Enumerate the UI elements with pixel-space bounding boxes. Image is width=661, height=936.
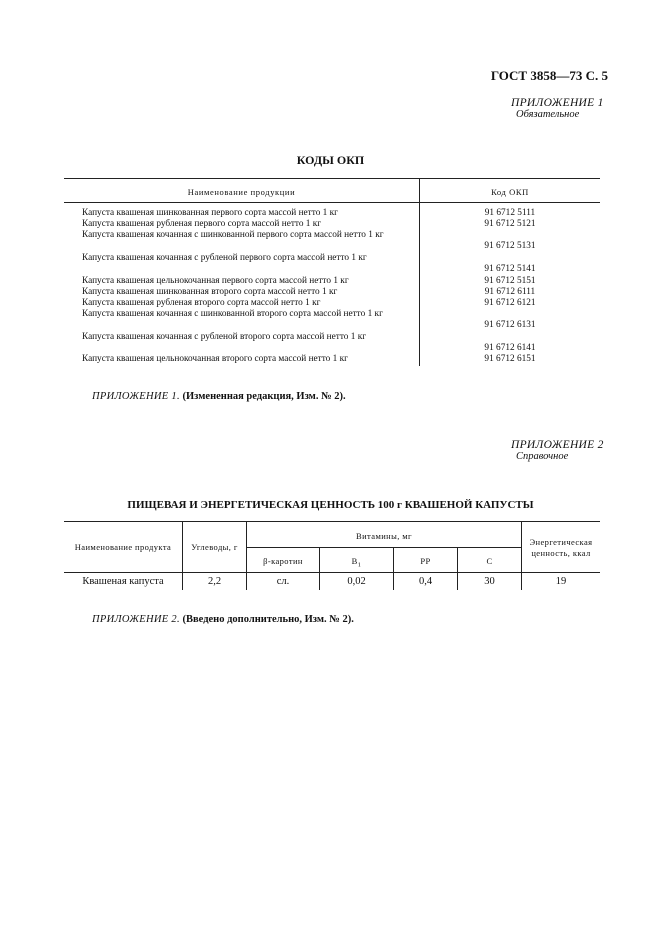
appendix-2-amendment-note <box>92 614 354 625</box>
column-header-carotene: β-каротин <box>263 556 303 566</box>
appendix-2-type: Справочное <box>516 451 569 462</box>
column-header-c: С <box>486 556 493 566</box>
product-name: Капуста квашеная кочанная с рубленой второго сорта массой нетто 1 кг <box>82 332 367 342</box>
okp-code: 91 6712 6111 <box>484 287 536 297</box>
table-header-rule <box>64 572 600 573</box>
note-text: (Измененная редакция, Изм. № 2). <box>182 391 346 402</box>
table-header-rule <box>64 202 600 203</box>
energy-header-line1: Энергетическая <box>529 537 593 547</box>
page-header: ГОСТ 3858—73 С. 5 <box>490 68 608 83</box>
product-name: Капуста квашеная шинкованная второго сорта массой нетто 1 кг <box>82 287 338 297</box>
column-header-vitamins: Витамины, мг <box>356 531 412 541</box>
product-name: Капуста квашеная кочанная с рубленой первого сорта массой нетто 1 кг <box>82 253 367 263</box>
vitamins-subheader-rule <box>246 547 521 548</box>
column-header-product-name: Наименование продукции <box>187 187 296 197</box>
column-header-carbs: Углеводы, г <box>191 542 238 552</box>
product-name: Капуста квашеная шинкованная первого сорта массой нетто 1 кг <box>82 208 338 218</box>
b1-subscript: 1 <box>357 561 362 569</box>
okp-code: 91 6712 5131 <box>484 241 536 251</box>
note-label: ПРИЛОЖЕНИЕ 1. <box>92 391 180 402</box>
okp-codes-title: КОДЫ ОКП <box>296 153 365 167</box>
appendix-1-amendment-note <box>92 391 346 402</box>
appendix-1-label: ПРИЛОЖЕНИЕ 1 <box>511 97 604 109</box>
okp-code: 91 6712 5141 <box>484 264 536 274</box>
product-name: Капуста квашеная цельнокочанная первого сорта массой нетто 1 кг <box>82 276 349 286</box>
note-label: ПРИЛОЖЕНИЕ 2. <box>92 614 180 625</box>
cell-c: 30 <box>484 576 495 587</box>
column-header-energy <box>522 537 600 559</box>
note-text: (Введено дополнительно, Изм. № 2). <box>182 614 354 625</box>
okp-code: 91 6712 5121 <box>484 219 536 229</box>
product-name: Капуста квашеная кочанная с шинкованной второго сорта массой нетто 1 кг <box>82 309 383 319</box>
cell-product: Квашеная капуста <box>82 576 164 587</box>
okp-code: 91 6712 5111 <box>484 208 536 218</box>
cell-pp: 0,4 <box>418 576 433 587</box>
b1-letter: B <box>351 556 358 566</box>
cell-carbs: 2,2 <box>207 576 222 587</box>
okp-code: 91 6712 6121 <box>484 298 536 308</box>
column-header-b1 <box>320 556 393 569</box>
okp-code: 91 6712 6131 <box>484 320 536 330</box>
table-top-rule <box>64 521 600 522</box>
okp-code: 91 6712 6141 <box>484 343 536 353</box>
column-header-pp: PP <box>420 556 431 566</box>
product-name: Капуста квашеная рубленая первого сорта массой нетто 1 кг <box>82 219 322 229</box>
table-top-rule <box>64 178 600 179</box>
column-header-product: Наименование продукта <box>74 542 172 552</box>
product-name: Капуста квашеная кочанная с шинкованной первого сорта массой нетто 1 кг <box>82 230 384 240</box>
energy-header-line2: ценность, ккал <box>531 548 591 558</box>
nutrition-title: ПИЩЕВАЯ И ЭНЕРГЕТИЧЕСКАЯ ЦЕННОСТЬ 100 г КВАШЕНОЙ КАПУСТЫ <box>127 499 534 511</box>
appendix-1-type: Обязательное <box>516 109 580 120</box>
column-header-okp-code: Код ОКП <box>491 187 529 197</box>
appendix-2-label: ПРИЛОЖЕНИЕ 2 <box>511 439 604 451</box>
cell-b1: 0,02 <box>347 576 366 587</box>
okp-code: 91 6712 6151 <box>484 354 536 364</box>
cell-carotene: сл. <box>276 576 290 587</box>
product-name: Капуста квашеная цельнокочанная второго сорта массой нетто 1 кг <box>82 354 348 364</box>
product-name: Капуста квашеная рубленая второго сорта массой нетто 1 кг <box>82 298 321 308</box>
cell-energy: 19 <box>555 576 567 587</box>
okp-code: 91 6712 5151 <box>484 276 536 286</box>
